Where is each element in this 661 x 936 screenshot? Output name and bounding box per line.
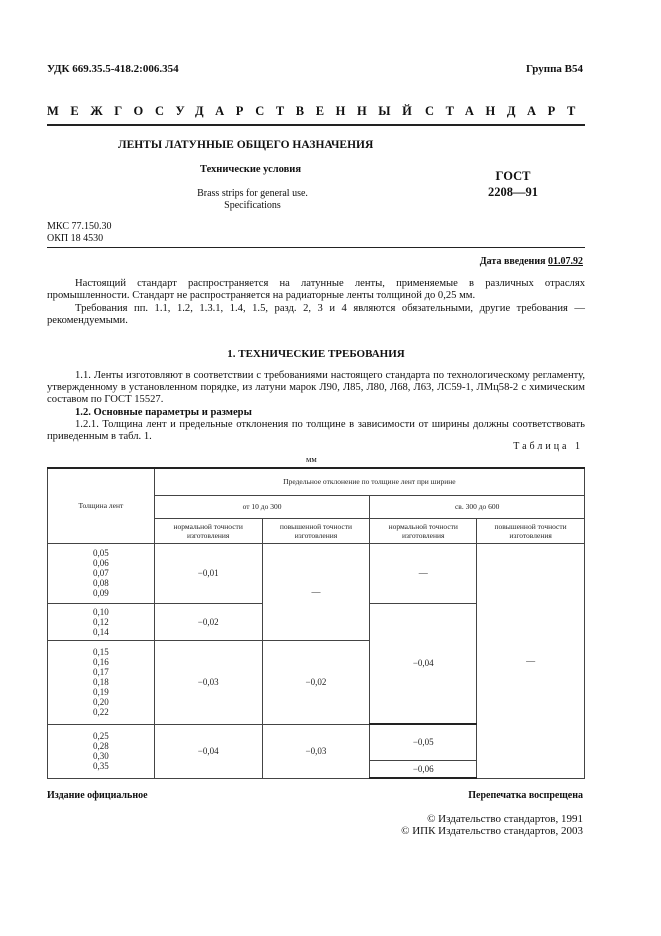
paragraph-1-2: 1.2. Основные параметры и размеры bbox=[75, 407, 252, 418]
copyright-block bbox=[401, 813, 583, 837]
b-normal-3: −0,05 bbox=[370, 724, 477, 760]
english-title-line2: Specifications bbox=[224, 200, 281, 211]
a-normal-4: −0,04 bbox=[154, 724, 262, 778]
standard-banner bbox=[47, 104, 587, 119]
a-increased-2: −0,02 bbox=[262, 640, 370, 724]
header-width-300-600: св. 300 до 600 bbox=[370, 495, 585, 518]
intro-date-value: 01.07.92 bbox=[548, 256, 583, 267]
b-normal-1: — bbox=[370, 543, 477, 603]
header-increased-b: повышенной точности изготовления bbox=[477, 518, 585, 543]
udc-code: УДК 669.35.5-418.2:006.354 bbox=[47, 63, 179, 75]
banner-word-interstate: МЕЖГОСУДАРСТВЕННЫЙ bbox=[47, 104, 424, 118]
intro-date-label: Дата введения bbox=[479, 256, 546, 267]
copyright-1991: © Издательство стандартов, 1991 bbox=[427, 813, 583, 825]
thickness-group-2: 0,10 0,12 0,14 bbox=[48, 603, 155, 640]
document-subtitle: Технические условия bbox=[200, 164, 302, 175]
gost-designation bbox=[483, 168, 543, 200]
okp-code: ОКП 18 4530 bbox=[47, 233, 104, 244]
header-normal-b: нормальной точности изготовления bbox=[370, 518, 477, 543]
table-caption: Таблица 1 bbox=[513, 441, 583, 452]
a-increased-3: −0,03 bbox=[262, 724, 370, 778]
paragraph-1-2-1: 1.2.1. Толщина лент и предельные отклонения по толщине в зависимости от ширины должны соответствовать приведенным в табл. 1. bbox=[47, 419, 585, 442]
mks-code: МКС 77.150.30 bbox=[47, 221, 112, 232]
a-increased-1: — bbox=[262, 543, 370, 640]
top-divider bbox=[47, 124, 585, 126]
header-normal-a: нормальной точности изготовления bbox=[154, 518, 262, 543]
document-title: ЛЕНТЫ ЛАТУННЫЕ ОБЩЕГО НАЗНАЧЕНИЯ bbox=[118, 139, 374, 151]
tolerance-table bbox=[47, 467, 585, 779]
a-normal-3: −0,03 bbox=[154, 640, 262, 724]
group-code: Группа В54 bbox=[525, 63, 583, 75]
b-normal-2: −0,04 bbox=[370, 603, 477, 724]
thickness-group-3: 0,15 0,16 0,17 0,18 0,19 0,20 0,22 bbox=[48, 640, 155, 724]
a-normal-2: −0,02 bbox=[154, 603, 262, 640]
table-units: мм bbox=[306, 454, 317, 464]
thickness-group-4: 0,25 0,28 0,30 0,35 bbox=[48, 724, 155, 778]
classification-codes bbox=[47, 221, 111, 245]
b-increased: — bbox=[477, 543, 585, 778]
a-normal-1: −0,01 bbox=[154, 543, 262, 603]
paragraph-scope: Настоящий стандарт распространяется на латунные ленты, применяемые в различных отраслях промышленности. Стандарт не распространяется на радиаторные ленты толщиной до 0,25 мм. bbox=[47, 278, 585, 301]
reprint-prohibited: Перепечатка воспрещена bbox=[468, 790, 583, 801]
header-width-10-300: от 10 до 300 bbox=[154, 495, 370, 518]
section-heading: 1. ТЕХНИЧЕСКИЕ ТРЕБОВАНИЯ bbox=[227, 348, 405, 360]
english-title bbox=[175, 188, 330, 212]
official-edition: Издание официальное bbox=[47, 790, 148, 801]
copyright-2003: © ИПК Издательство стандартов, 2003 bbox=[401, 825, 583, 837]
thickness-group-1: 0,05 0,06 0,07 0,08 0,09 bbox=[48, 543, 155, 603]
paragraph-requirements: Требования пп. 1.1, 1.2, 1.3.1, 1.4, 1.5, разд. 2, 3 и 4 являются обязательными, другие требования — рекомендуемыми. bbox=[47, 303, 585, 326]
introduction-date bbox=[480, 256, 583, 267]
paragraph-1-1: 1.1. Ленты изготовляют в соответствии с требованиями настоящего стандарта по технологическому регламенту, утвержденному в установленном порядке, из латуни марок Л90, Л85, Л80, Л68, Л63, ЛС59-1, ЛМц58-2 с химическим составом по ГОСТ 15527. bbox=[47, 370, 585, 405]
middle-divider bbox=[47, 247, 585, 248]
banner-word-standard: СТАНДАРТ bbox=[424, 104, 587, 118]
header-increased-a: повышенной точности изготовления bbox=[262, 518, 370, 543]
gost-label: ГОСТ bbox=[495, 169, 531, 183]
b-normal-4: −0,06 bbox=[370, 760, 477, 778]
header-deviation-group: Предельное отклонение по толщине лент при ширине bbox=[154, 468, 584, 495]
header-thickness: Толщина лент bbox=[48, 468, 155, 543]
gost-number: 2208—91 bbox=[488, 185, 538, 199]
english-title-line1: Brass strips for general use. bbox=[197, 188, 308, 199]
